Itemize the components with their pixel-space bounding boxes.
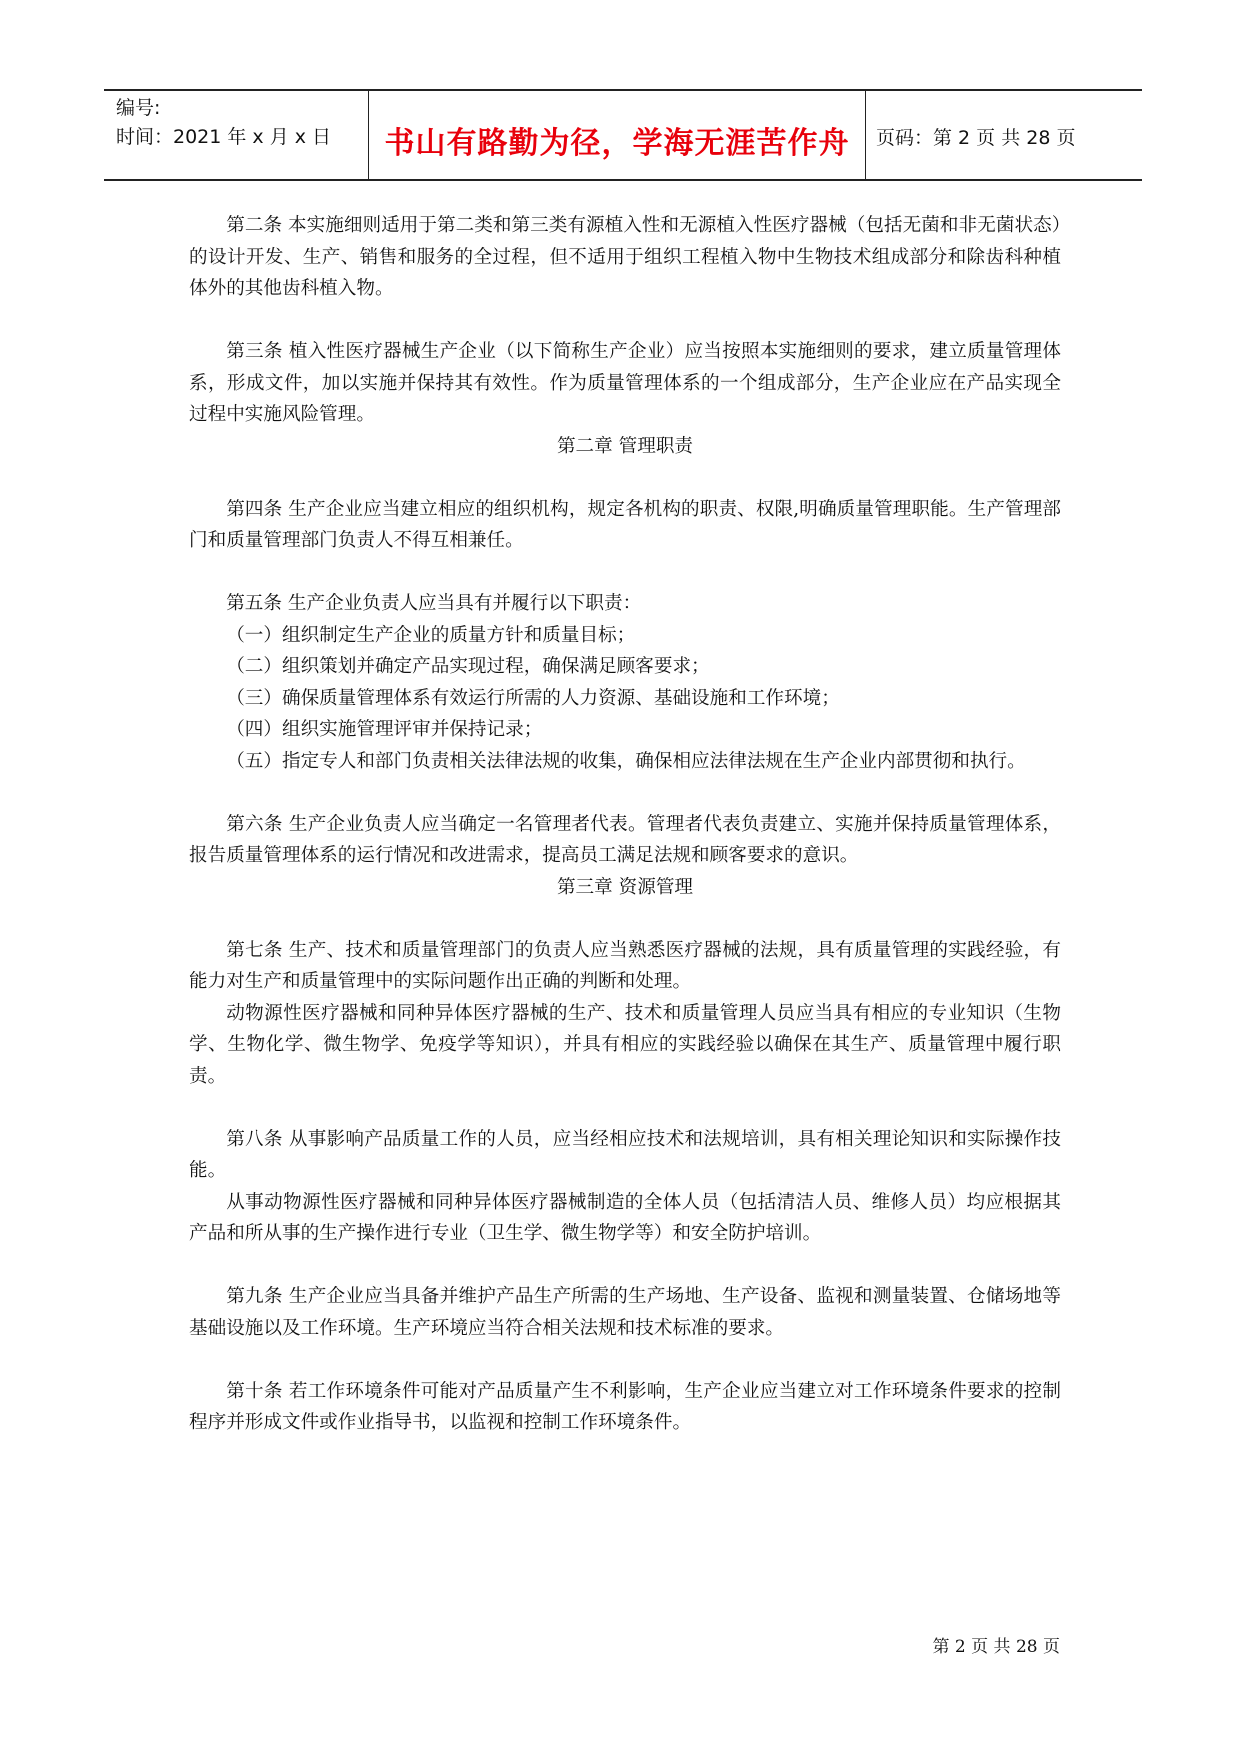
article-8-paragraph-2: 从事动物源性医疗器械和同种异体医疗器械制造的全体人员（包括清洁人员、维修人员）均应根据其产品和所从事的生产操作进行专业（卫生学、微生物学等）和安全防护培训。 bbox=[189, 1191, 1061, 1244]
serial-label: 编号: bbox=[116, 97, 161, 119]
header-motto: 书山有路勤为径，学海无涯苦作舟 bbox=[369, 91, 866, 179]
header-page-label: 页码：第 2 页 共 28 页 bbox=[876, 127, 1076, 149]
chapter-2-heading: 第二章 管理职责 bbox=[556, 435, 694, 457]
article-4: 第四条 生产企业应当建立相应的组织机构，规定各机构的职责、权限,明确质量管理职能。生产管理部门和质量管理部门负责人不得互相兼任。 bbox=[189, 498, 1061, 551]
article-2: 第二条 本实施细则适用于第二类和第三类有源植入性和无源植入性医疗器械（包括无菌和非无菌状态）的设计开发、生产、销售和服务的全过程，但不适用于组织工程植入物中生物技术组成部分和除齿科种植体外的其他齿科植入物。 bbox=[189, 215, 1061, 299]
article-3: 第三条 植入性医疗器械生产企业（以下简称生产企业）应当按照本实施细则的要求，建立质量管理体系，形成文件，加以实施并保持其有效性。作为质量管理体系的一个组成部分，生产企业应在产品实现全过程中实施风险管理。 bbox=[189, 341, 1061, 425]
article-7-paragraph-2: 动物源性医疗器械和同种异体医疗器械的生产、技术和质量管理人员应当具有相应的专业知识（生物学、生物化学、微生物学、免疫学等知识），并具有相应的实践经验以确保在其生产、质量管理中履行职责。 bbox=[189, 1002, 1061, 1087]
article-7: 第七条 生产、技术和质量管理部门的负责人应当熟悉医疗器械的法规，具有质量管理的实践经验，有能力对生产和质量管理中的实际问题作出正确的判断和处理。 bbox=[189, 939, 1061, 992]
page-header bbox=[104, 89, 1142, 181]
chapter-3-heading: 第三章 资源管理 bbox=[556, 876, 694, 898]
page-footer: 第 2 页 共 28 页 bbox=[932, 1637, 1060, 1657]
article-5-item-2: （二）组织策划并确定产品实现过程，确保满足顾客要求； bbox=[226, 656, 710, 677]
article-6: 第六条 生产企业负责人应当确定一名管理者代表。管理者代表负责建立、实施并保持质量管理体系，报告质量管理体系的运行情况和改进需求，提高员工满足法规和顾客要求的意识。 bbox=[189, 813, 1061, 866]
article-8: 第八条 从事影响产品质量工作的人员，应当经相应技术和法规培训，具有相关理论知识和实际操作技能。 bbox=[189, 1128, 1061, 1181]
article-5-item-5: （五）指定专人和部门负责相关法律法规的收集，确保相应法律法规在生产企业内部贯彻和执行。 bbox=[226, 750, 1026, 772]
document-body bbox=[189, 210, 1061, 1439]
header-meta bbox=[104, 91, 369, 179]
article-5: 第五条 生产企业负责人应当具有并履行以下职责： bbox=[226, 593, 642, 614]
article-10: 第十条 若工作环境条件可能对产品质量产生不利影响，生产企业应当建立对工作环境条件要求的控制程序并形成文件或作业指导书，以监视和控制工作环境条件。 bbox=[189, 1380, 1061, 1433]
article-5-item-3: （三）确保质量管理体系有效运行所需的人力资源、基础设施和工作环境； bbox=[226, 687, 840, 709]
article-9: 第九条 生产企业应当具备并维护产品生产所需的生产场地、生产设备、监视和测量装置、仓储场地等基础设施以及工作环境。生产环境应当符合相关法规和技术标准的要求。 bbox=[189, 1286, 1061, 1339]
article-5-item-1: （一）组织制定生产企业的质量方针和质量目标； bbox=[226, 624, 636, 646]
article-5-item-4: （四）组织实施管理评审并保持记录； bbox=[226, 719, 543, 740]
time-label: 时间：2021 年 x 月 x 日 bbox=[116, 126, 332, 148]
